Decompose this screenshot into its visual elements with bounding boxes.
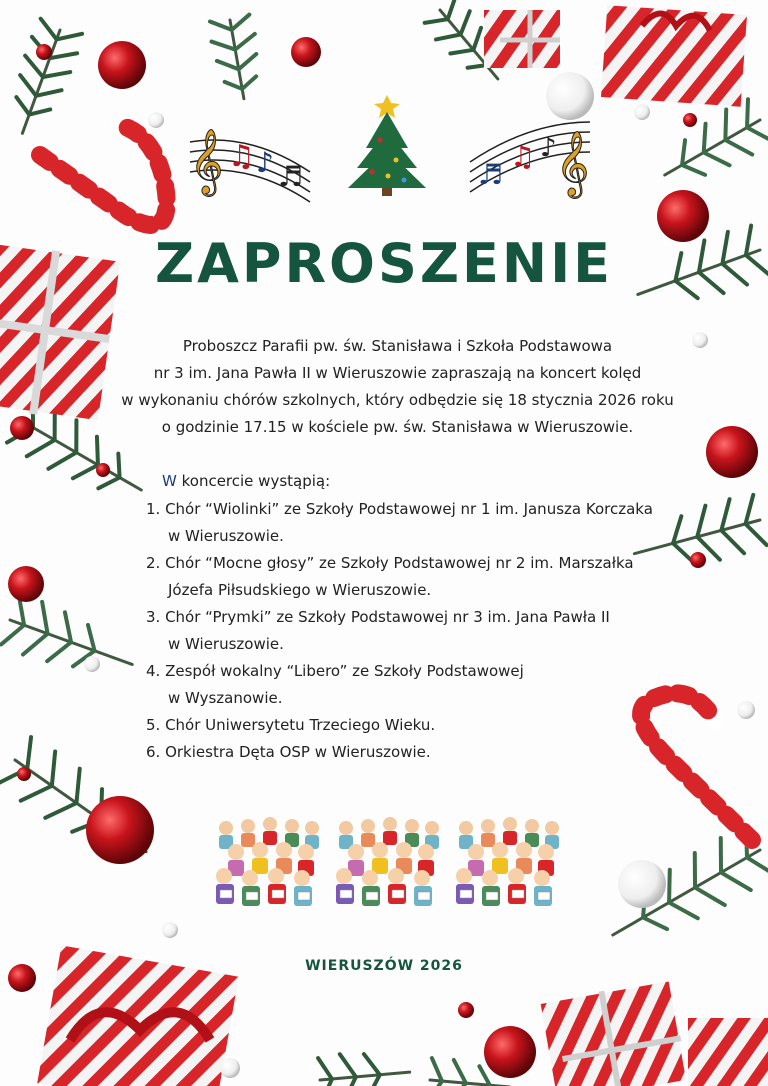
list-item: 1. Chór “Wiolinki” ze Szkoły Podstawowej nr 1 im. Janusza Korczaka <box>146 500 653 518</box>
list-item: 6. Orkiestra Dęta OSP w Wieruszowie. <box>146 743 431 761</box>
list-item: 3. Chór “Prymki” ze Szkoły Podstawowej nr 3 im. Jana Pawła II <box>146 608 610 626</box>
intro-line: w wykonaniu chórów szkolnych, który odbędzie się 18 stycznia 2026 roku <box>121 391 674 409</box>
choir-children-icon <box>216 817 559 906</box>
intro-line: Proboszcz Parafii pw. św. Stanisława i Szkoła Podstawowa <box>182 337 613 355</box>
list-item: 2. Chór “Mocne głosy” ze Szkoły Podstawowej nr 2 im. Marszałka <box>146 554 634 572</box>
performers-heading <box>162 472 330 490</box>
list-item-continuation: Józefa Piłsudskiego w Wieruszowie. <box>168 581 432 599</box>
list-item-continuation: w Wyszanowie. <box>168 689 283 707</box>
list-item: 4. Zespół wokalny “Libero” ze Szkoły Podstawowej <box>146 662 524 680</box>
svg-text:♬: ♬ <box>278 160 304 193</box>
invitation-intro <box>100 333 695 441</box>
svg-text:♪: ♪ <box>256 146 274 179</box>
christmas-tree-icon <box>348 95 426 196</box>
performers-heading-text: koncercie wystąpią: <box>176 472 331 490</box>
svg-text:𝄞: 𝄞 <box>556 131 590 196</box>
intro-line: nr 3 im. Jana Pawła II w Wieruszowie zapraszają na koncert kolęd <box>153 364 642 382</box>
invitation-title: ZAPROSZENIE <box>154 232 614 295</box>
svg-text:♫: ♫ <box>228 139 255 174</box>
footer-place-year: WIERUSZÓW 2026 <box>305 958 463 974</box>
intro-line: o godzinie 17.15 w kościele pw. św. Stanisława w Wieruszowie. <box>161 418 634 436</box>
svg-text:♪: ♪ <box>540 133 557 163</box>
performers-list <box>146 496 706 766</box>
svg-text:♬: ♬ <box>478 158 504 191</box>
list-item: 5. Chór Uniwersytetu Trzeciego Wieku. <box>146 716 436 734</box>
list-item-continuation: w Wieruszowie. <box>168 635 284 653</box>
performers-heading-initial: W <box>162 472 177 490</box>
svg-text:𝄞: 𝄞 <box>190 129 224 194</box>
svg-text:♫: ♫ <box>510 140 536 173</box>
list-item-continuation: w Wieruszowie. <box>168 527 284 545</box>
